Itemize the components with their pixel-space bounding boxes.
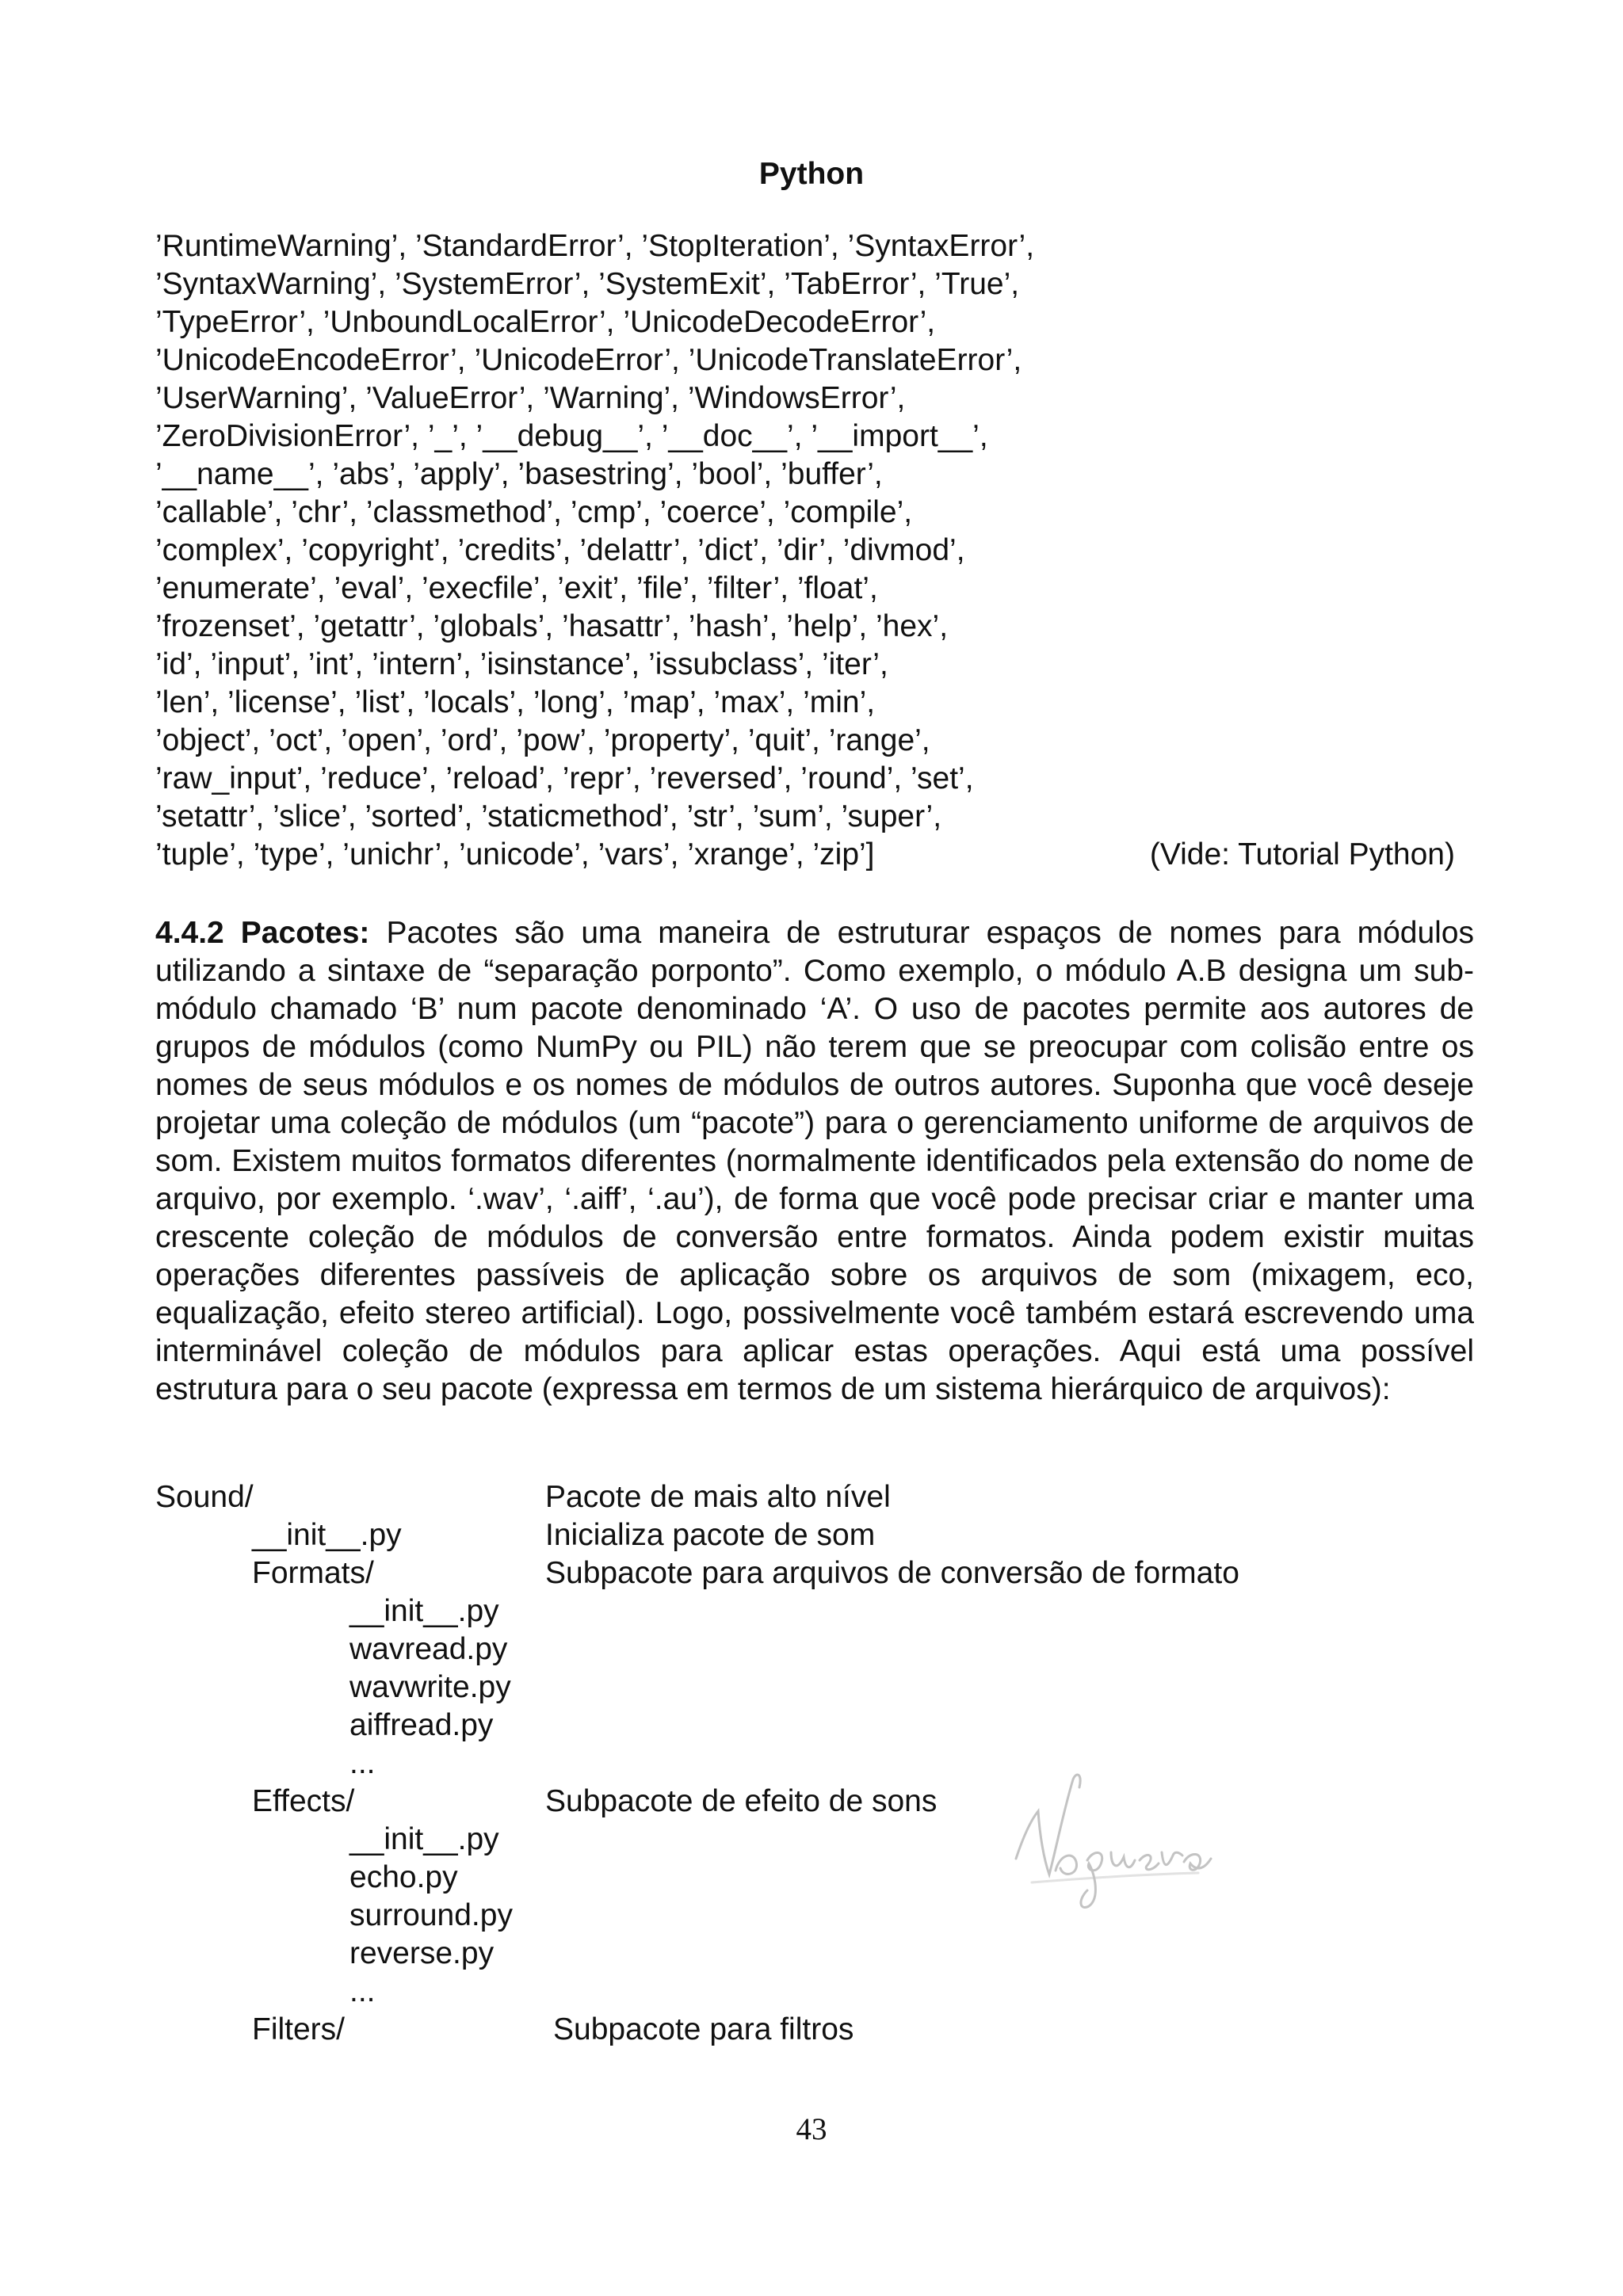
tree-entry-name: wavread.py bbox=[349, 1632, 508, 1666]
builtins-line: ’len’, ’license’, ’list’, ’locals’, ’long’, ’map’, ’max’, ’min’, bbox=[155, 685, 876, 719]
builtins-line: ’UserWarning’, ’ValueError’, ’Warning’, ’WindowsError’, bbox=[155, 381, 906, 415]
builtins-line: ’ZeroDivisionError’, ’_’, ’__debug__’, ’__doc__’, ’__import__’, bbox=[155, 419, 988, 453]
tree-row bbox=[155, 1516, 1471, 1554]
tree-entry-name: surround.py bbox=[349, 1898, 513, 1932]
tree-entry-name: Effects/ bbox=[252, 1784, 355, 1818]
builtins-list bbox=[155, 227, 1455, 874]
tree-row bbox=[155, 1669, 1471, 1707]
tree-entry-name: ... bbox=[349, 1746, 376, 1780]
section-paragraph bbox=[155, 914, 1474, 1409]
tree-row bbox=[155, 1935, 1471, 1973]
tree-row bbox=[155, 2011, 1471, 2049]
builtins-line: ’enumerate’, ’eval’, ’execfile’, ’exit’, ’file’, ’filter’, ’float’, bbox=[155, 571, 878, 605]
tree-row bbox=[155, 1592, 1471, 1630]
tree-entry-name: Sound/ bbox=[155, 1480, 254, 1514]
tree-row bbox=[155, 1745, 1471, 1783]
tree-entry-description: Subpacote de efeito de sons bbox=[545, 1784, 938, 1818]
builtins-line: ’TypeError’, ’UnboundLocalError’, ’UnicodeDecodeError’, bbox=[155, 305, 936, 339]
tree-row bbox=[155, 1973, 1471, 2011]
tree-row bbox=[155, 1478, 1471, 1516]
builtins-line: ’RuntimeWarning’, ’StandardError’, ’StopIteration’, ’SyntaxError’, bbox=[155, 229, 1035, 263]
tree-entry-name: wavwrite.py bbox=[349, 1670, 511, 1704]
tree-row bbox=[155, 1630, 1471, 1669]
section-heading: 4.4.2 Pacotes: bbox=[155, 916, 370, 950]
tree-row bbox=[155, 1783, 1471, 1821]
section-body: Pacotes são uma maneira de estruturar espaços de nomes para módulos utilizando a sintaxe de “separação porponto”. Como exemplo, o módulo A.B designa um sub-módulo chamado ‘B’ num pacote denominado ‘A’. O uso de pacotes permite aos autores de grupos de módulos (como NumPy ou PIL) não terem que se preocupar com colisão entre os nomes de seus módulos e os nomes de módulos de outros autores. Suponha que você deseje projetar uma coleção de módulos (um “pacote”) para o gerenciamento uniforme de arquivos de som. Existem muitos formatos diferentes (normalmente identificados pela extensão do nome de arquivo, por exemplo. ‘.wav’, ‘.aiff’, ‘.au’), de forma que você pode precisar criar e manter uma crescente coleção de módulos de conversão entre formatos. Ainda podem existir muitas operações diferentes passíveis de aplicação sobre os arquivos de som (mixagem, eco, equalização, efeito stereo artificial). Logo, possivelmente você também estará escrevendo uma interminável coleção de módulos para aplicar estas operações. Aqui está uma possível estrutura para o seu pacote (expressa em termos de um sistema hierárquico de arquivos): bbox=[155, 916, 1474, 1406]
tree-entry-name: ... bbox=[349, 1974, 376, 2008]
tree-entry-name: __init__.py bbox=[349, 1594, 499, 1628]
builtins-line: ’complex’, ’copyright’, ’credits’, ’delattr’, ’dict’, ’dir’, ’divmod’, bbox=[155, 533, 965, 567]
page-number: 43 bbox=[796, 2112, 827, 2146]
builtins-line: ’UnicodeEncodeError’, ’UnicodeError’, ’UnicodeTranslateError’, bbox=[155, 343, 1022, 377]
page-title: Python bbox=[758, 157, 865, 191]
tree-entry-description: Subpacote para filtros bbox=[553, 2012, 854, 2046]
tree-row bbox=[155, 1554, 1471, 1592]
builtins-line: ’__name__’, ’abs’, ’apply’, ’basestring’, ’bool’, ’buffer’, bbox=[155, 457, 883, 491]
tree-entry-name: echo.py bbox=[349, 1860, 458, 1894]
builtins-line: ’id’, ’input’, ’int’, ’intern’, ’isinstance’, ’issubclass’, ’iter’, bbox=[155, 647, 888, 681]
tree-entry-name: Filters/ bbox=[252, 2012, 345, 2046]
builtins-line: ’SyntaxWarning’, ’SystemError’, ’SystemExit’, ’TabError’, ’True’, bbox=[155, 267, 1020, 301]
tree-entry-name: __init__.py bbox=[349, 1822, 499, 1856]
tree-row bbox=[155, 1707, 1471, 1745]
tree-entry-name: reverse.py bbox=[349, 1936, 495, 1970]
tree-row bbox=[155, 1897, 1471, 1935]
package-tree bbox=[155, 1478, 1471, 2049]
tree-entry-name: __init__.py bbox=[252, 1518, 402, 1552]
tree-entry-description: Subpacote para arquivos de conversão de formato bbox=[545, 1556, 1239, 1590]
builtins-line: ’callable’, ’chr’, ’classmethod’, ’cmp’, ’coerce’, ’compile’, bbox=[155, 495, 913, 529]
tree-entry-name: aiffread.py bbox=[349, 1708, 494, 1742]
builtins-line: ’raw_input’, ’reduce’, ’reload’, ’repr’, ’reversed’, ’round’, ’set’, bbox=[155, 761, 974, 795]
tree-row bbox=[155, 1859, 1471, 1897]
tree-entry-description: Inicializa pacote de som bbox=[545, 1518, 876, 1552]
builtins-line: ’tuple’, ’type’, ’unichr’, ’unicode’, ’vars’, ’xrange’, ’zip’] bbox=[155, 837, 875, 871]
reference-note: (Vide: Tutorial Python) bbox=[1149, 837, 1455, 871]
tree-entry-description: Pacote de mais alto nível bbox=[545, 1480, 891, 1514]
builtins-line: ’frozenset’, ’getattr’, ’globals’, ’hasattr’, ’hash’, ’help’, ’hex’, bbox=[155, 609, 949, 643]
tree-row bbox=[155, 1821, 1471, 1859]
signature-watermark bbox=[1000, 1764, 1238, 1914]
builtins-line: ’setattr’, ’slice’, ’sorted’, ’staticmethod’, ’str’, ’sum’, ’super’, bbox=[155, 799, 942, 833]
builtins-line: ’object’, ’oct’, ’open’, ’ord’, ’pow’, ’property’, ’quit’, ’range’, bbox=[155, 723, 930, 757]
tree-entry-name: Formats/ bbox=[252, 1556, 374, 1590]
